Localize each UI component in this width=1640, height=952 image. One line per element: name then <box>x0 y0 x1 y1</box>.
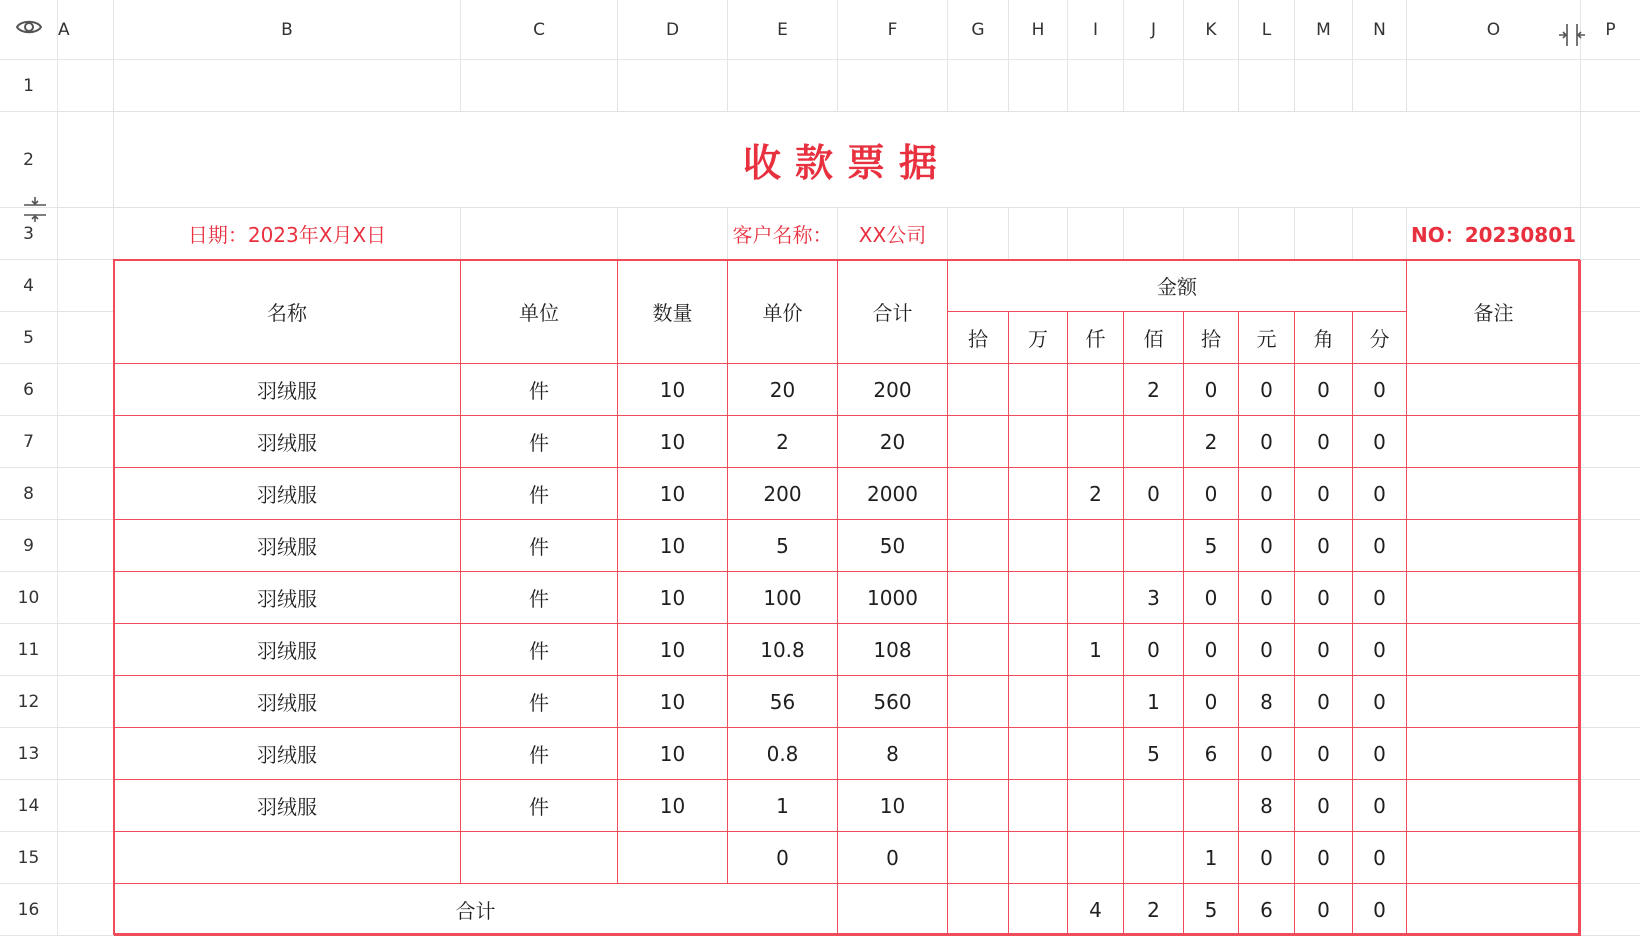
item-digit[interactable] <box>948 520 1009 572</box>
item-unit[interactable]: 件 <box>461 624 618 676</box>
item-quantity[interactable]: 10 <box>618 728 728 780</box>
item-remark[interactable] <box>1407 676 1581 728</box>
item-total[interactable]: 1000 <box>838 572 948 624</box>
cell-r1-c14[interactable] <box>1353 60 1407 112</box>
column-header-e[interactable]: E <box>728 0 838 60</box>
cell-r11-p[interactable] <box>1581 624 1640 676</box>
item-price[interactable]: 5 <box>728 520 838 572</box>
row-header-9[interactable]: 9 <box>0 520 58 572</box>
item-name[interactable]: 羽绒服 <box>114 416 461 468</box>
item-name[interactable]: 羽绒服 <box>114 468 461 520</box>
item-unit[interactable]: 件 <box>461 520 618 572</box>
cell-r1-c10[interactable] <box>1124 60 1184 112</box>
item-name[interactable]: 羽绒服 <box>114 572 461 624</box>
item-remark[interactable] <box>1407 728 1581 780</box>
item-name[interactable]: 羽绒服 <box>114 676 461 728</box>
row-header-8[interactable]: 8 <box>0 468 58 520</box>
item-digit[interactable] <box>1184 780 1239 832</box>
item-name[interactable]: 羽绒服 <box>114 364 461 416</box>
cell-r1-c12[interactable] <box>1239 60 1295 112</box>
cell-r7-a[interactable] <box>58 416 114 468</box>
item-digit[interactable]: 0 <box>1295 416 1353 468</box>
item-digit[interactable] <box>1124 780 1184 832</box>
header-digit-4[interactable]: 拾 <box>1184 312 1239 364</box>
item-digit[interactable]: 0 <box>1184 676 1239 728</box>
item-digit[interactable] <box>1009 676 1068 728</box>
item-digit[interactable]: 0 <box>1295 468 1353 520</box>
item-unit[interactable]: 件 <box>461 468 618 520</box>
cell-r3-11[interactable] <box>1184 208 1239 260</box>
corner-cell <box>0 0 58 60</box>
item-digit[interactable]: 0 <box>1353 572 1407 624</box>
item-digit[interactable] <box>1068 676 1124 728</box>
cell-r14-a[interactable] <box>58 780 114 832</box>
cell-r5-a[interactable] <box>58 312 114 364</box>
row-header-16[interactable]: 16 <box>0 884 58 936</box>
cell-r14-p[interactable] <box>1581 780 1640 832</box>
item-quantity[interactable]: 10 <box>618 520 728 572</box>
cell-r3-a[interactable] <box>58 208 114 260</box>
item-total[interactable]: 200 <box>838 364 948 416</box>
item-digit[interactable]: 0 <box>1295 780 1353 832</box>
item-digit[interactable]: 0 <box>1295 520 1353 572</box>
item-digit[interactable]: 1 <box>1184 832 1239 884</box>
cell-r1-c2[interactable] <box>114 60 461 112</box>
item-remark[interactable] <box>1407 364 1581 416</box>
column-header-d[interactable]: D <box>618 0 728 60</box>
sum-digit[interactable]: 0 <box>1353 884 1407 936</box>
item-digit[interactable] <box>1124 832 1184 884</box>
cell-r10-p[interactable] <box>1581 572 1640 624</box>
item-price[interactable]: 0.8 <box>728 728 838 780</box>
item-digit[interactable] <box>948 468 1009 520</box>
item-digit[interactable]: 0 <box>1295 832 1353 884</box>
item-unit[interactable]: 件 <box>461 676 618 728</box>
column-header-j[interactable]: J <box>1124 0 1184 60</box>
item-digit[interactable] <box>1124 520 1184 572</box>
header-total[interactable]: 合计 <box>838 260 948 364</box>
item-digit[interactable]: 0 <box>1239 572 1295 624</box>
cell-r5-p[interactable] <box>1581 312 1640 364</box>
header-digit-3[interactable]: 佰 <box>1124 312 1184 364</box>
item-digit[interactable]: 0 <box>1353 728 1407 780</box>
header-unit[interactable]: 单位 <box>461 260 618 364</box>
item-digit[interactable]: 0 <box>1353 364 1407 416</box>
item-unit[interactable]: 件 <box>461 572 618 624</box>
cell-r3-c[interactable] <box>461 208 618 260</box>
item-unit[interactable]: 件 <box>461 364 618 416</box>
cell-r2-a[interactable] <box>58 112 114 208</box>
header-digit-7[interactable]: 分 <box>1353 312 1407 364</box>
cell-r1-c5[interactable] <box>728 60 838 112</box>
item-digit[interactable] <box>948 728 1009 780</box>
item-total[interactable]: 10 <box>838 780 948 832</box>
cell-r1-c3[interactable] <box>461 60 618 112</box>
column-header-b[interactable]: B <box>114 0 461 60</box>
item-digit[interactable]: 0 <box>1353 624 1407 676</box>
cell-r3-12[interactable] <box>1239 208 1295 260</box>
item-digit[interactable] <box>1009 416 1068 468</box>
row-header-7[interactable]: 7 <box>0 416 58 468</box>
item-total[interactable]: 50 <box>838 520 948 572</box>
item-total[interactable]: 560 <box>838 676 948 728</box>
cell-r6-a[interactable] <box>58 364 114 416</box>
column-header-f[interactable]: F <box>838 0 948 60</box>
column-header-i[interactable]: I <box>1068 0 1124 60</box>
cell-r1-c4[interactable] <box>618 60 728 112</box>
header-digit-5[interactable]: 元 <box>1239 312 1295 364</box>
item-digit[interactable]: 0 <box>1239 832 1295 884</box>
item-total[interactable]: 108 <box>838 624 948 676</box>
item-unit[interactable]: 件 <box>461 780 618 832</box>
item-total[interactable]: 20 <box>838 416 948 468</box>
item-total[interactable]: 8 <box>838 728 948 780</box>
item-digit[interactable] <box>1068 520 1124 572</box>
cell-r9-p[interactable] <box>1581 520 1640 572</box>
cell-r15-p[interactable] <box>1581 832 1640 884</box>
cell-r1-c16[interactable] <box>1581 60 1640 112</box>
item-digit[interactable] <box>948 416 1009 468</box>
item-digit[interactable] <box>1009 780 1068 832</box>
row-header-5[interactable]: 5 <box>0 312 58 364</box>
item-digit[interactable] <box>1068 728 1124 780</box>
item-price[interactable]: 20 <box>728 364 838 416</box>
item-remark[interactable] <box>1407 468 1581 520</box>
item-digit[interactable] <box>948 676 1009 728</box>
item-digit[interactable]: 0 <box>1184 364 1239 416</box>
item-digit[interactable]: 2 <box>1068 468 1124 520</box>
item-digit[interactable]: 0 <box>1239 416 1295 468</box>
item-quantity[interactable] <box>618 832 728 884</box>
item-unit[interactable] <box>461 832 618 884</box>
sum-digit[interactable]: 6 <box>1239 884 1295 936</box>
item-remark[interactable] <box>1407 624 1581 676</box>
row-header-10[interactable]: 10 <box>0 572 58 624</box>
item-remark[interactable] <box>1407 416 1581 468</box>
header-digit-1[interactable]: 万 <box>1009 312 1068 364</box>
item-digit[interactable]: 0 <box>1239 468 1295 520</box>
cell-r1-c8[interactable] <box>1009 60 1068 112</box>
item-digit[interactable]: 1 <box>1068 624 1124 676</box>
item-quantity[interactable]: 10 <box>618 780 728 832</box>
item-digit[interactable]: 0 <box>1239 364 1295 416</box>
item-digit[interactable] <box>948 624 1009 676</box>
cell-r12-p[interactable] <box>1581 676 1640 728</box>
item-digit[interactable] <box>948 572 1009 624</box>
item-digit[interactable]: 0 <box>1353 468 1407 520</box>
item-quantity[interactable]: 10 <box>618 676 728 728</box>
item-digit[interactable]: 0 <box>1295 572 1353 624</box>
item-remark[interactable] <box>1407 780 1581 832</box>
cell-r3-9[interactable] <box>1068 208 1124 260</box>
cell-r12-a[interactable] <box>58 676 114 728</box>
column-header-a[interactable]: A <box>58 0 114 60</box>
item-digit[interactable] <box>948 364 1009 416</box>
cell-r1-c9[interactable] <box>1068 60 1124 112</box>
item-digit[interactable]: 1 <box>1124 676 1184 728</box>
sum-remark[interactable] <box>1407 884 1581 936</box>
column-header-m[interactable]: M <box>1295 0 1353 60</box>
receipt-number: NO：20230801 <box>1407 208 1581 260</box>
row-resize-icon[interactable] <box>22 196 48 226</box>
item-price[interactable]: 2 <box>728 416 838 468</box>
item-remark[interactable] <box>1407 572 1581 624</box>
header-name[interactable]: 名称 <box>114 260 461 364</box>
item-name[interactable]: 羽绒服 <box>114 780 461 832</box>
item-quantity[interactable]: 10 <box>618 624 728 676</box>
customer-label: 客户名称： <box>728 208 838 260</box>
sum-total[interactable] <box>838 884 948 936</box>
cell-r3-7[interactable] <box>948 208 1009 260</box>
row-header-11[interactable]: 11 <box>0 624 58 676</box>
item-name[interactable]: 羽绒服 <box>114 624 461 676</box>
cell-r8-p[interactable] <box>1581 468 1640 520</box>
item-digit[interactable]: 0 <box>1184 624 1239 676</box>
item-quantity[interactable]: 10 <box>618 468 728 520</box>
item-digit[interactable] <box>1068 832 1124 884</box>
item-digit[interactable]: 8 <box>1239 780 1295 832</box>
cell-r3-8[interactable] <box>1009 208 1068 260</box>
item-digit[interactable] <box>1124 416 1184 468</box>
item-quantity[interactable]: 10 <box>618 572 728 624</box>
receipt-date: 日期：2023年X月X日 <box>114 208 461 260</box>
item-total[interactable]: 0 <box>838 832 948 884</box>
sum-digit[interactable]: 5 <box>1184 884 1239 936</box>
cell-r3-10[interactable] <box>1124 208 1184 260</box>
item-digit[interactable] <box>1009 572 1068 624</box>
cell-r1-c1[interactable] <box>58 60 114 112</box>
item-name[interactable] <box>114 832 461 884</box>
item-quantity[interactable]: 10 <box>618 416 728 468</box>
cell-r16-p[interactable] <box>1581 884 1640 936</box>
item-digit[interactable]: 5 <box>1184 520 1239 572</box>
cell-r7-p[interactable] <box>1581 416 1640 468</box>
cell-r10-a[interactable] <box>58 572 114 624</box>
item-digit[interactable]: 8 <box>1239 676 1295 728</box>
item-digit[interactable] <box>1068 364 1124 416</box>
cell-r4-a[interactable] <box>58 260 114 312</box>
cell-r13-a[interactable] <box>58 728 114 780</box>
cell-r15-a[interactable] <box>58 832 114 884</box>
item-price[interactable]: 0 <box>728 832 838 884</box>
item-digit[interactable]: 5 <box>1124 728 1184 780</box>
item-price[interactable]: 10.8 <box>728 624 838 676</box>
item-digit[interactable]: 0 <box>1353 416 1407 468</box>
item-digit[interactable] <box>1009 832 1068 884</box>
header-unit-price[interactable]: 单价 <box>728 260 838 364</box>
item-price[interactable]: 1 <box>728 780 838 832</box>
item-name[interactable]: 羽绒服 <box>114 728 461 780</box>
item-price[interactable]: 100 <box>728 572 838 624</box>
item-digit[interactable] <box>1009 520 1068 572</box>
sum-digit[interactable]: 0 <box>1295 884 1353 936</box>
item-digit[interactable]: 0 <box>1295 676 1353 728</box>
item-digit[interactable] <box>948 780 1009 832</box>
cell-r6-p[interactable] <box>1581 364 1640 416</box>
row-header-12[interactable]: 12 <box>0 676 58 728</box>
item-digit[interactable]: 0 <box>1353 520 1407 572</box>
item-price[interactable]: 56 <box>728 676 838 728</box>
column-header-g[interactable]: G <box>948 0 1009 60</box>
item-digit[interactable] <box>1068 572 1124 624</box>
header-quantity[interactable]: 数量 <box>618 260 728 364</box>
cell-r3-13[interactable] <box>1295 208 1353 260</box>
item-unit[interactable]: 件 <box>461 416 618 468</box>
row-header-13[interactable]: 13 <box>0 728 58 780</box>
sum-label[interactable]: 合计 <box>114 884 838 936</box>
item-digit[interactable]: 0 <box>1184 468 1239 520</box>
row-header-4[interactable]: 4 <box>0 260 58 312</box>
header-amount[interactable]: 金额 <box>948 260 1407 312</box>
item-digit[interactable]: 0 <box>1124 624 1184 676</box>
column-header-n[interactable]: N <box>1353 0 1407 60</box>
sum-digit[interactable] <box>948 884 1009 936</box>
item-digit[interactable]: 2 <box>1124 364 1184 416</box>
cell-r3-p[interactable] <box>1581 208 1640 260</box>
column-header-h[interactable]: H <box>1009 0 1068 60</box>
item-digit[interactable]: 0 <box>1124 468 1184 520</box>
row-header-15[interactable]: 15 <box>0 832 58 884</box>
cell-r8-a[interactable] <box>58 468 114 520</box>
customer-value: XX公司 <box>838 208 948 260</box>
cell-r1-c7[interactable] <box>948 60 1009 112</box>
item-digit[interactable]: 0 <box>1239 624 1295 676</box>
header-digit-2[interactable]: 仟 <box>1068 312 1124 364</box>
column-header-c[interactable]: C <box>461 0 618 60</box>
sum-digit[interactable] <box>1009 884 1068 936</box>
item-price[interactable]: 200 <box>728 468 838 520</box>
item-digit[interactable]: 3 <box>1124 572 1184 624</box>
cell-r1-c13[interactable] <box>1295 60 1353 112</box>
row-header-14[interactable]: 14 <box>0 780 58 832</box>
item-quantity[interactable]: 10 <box>618 364 728 416</box>
item-digit[interactable] <box>1009 624 1068 676</box>
row-header-6[interactable]: 6 <box>0 364 58 416</box>
cell-r1-c15[interactable] <box>1407 60 1581 112</box>
sum-digit[interactable]: 4 <box>1068 884 1124 936</box>
cell-r13-p[interactable] <box>1581 728 1640 780</box>
item-digit[interactable] <box>1068 780 1124 832</box>
item-digit[interactable]: 0 <box>1184 572 1239 624</box>
item-digit[interactable]: 2 <box>1184 416 1239 468</box>
cell-r16-a[interactable] <box>58 884 114 936</box>
item-digit[interactable]: 0 <box>1239 520 1295 572</box>
item-digit[interactable]: 0 <box>1295 364 1353 416</box>
cell-r2-p[interactable] <box>1581 112 1640 208</box>
column-resize-icon[interactable] <box>1558 22 1586 52</box>
item-digit[interactable] <box>1009 468 1068 520</box>
cell-r3-14[interactable] <box>1353 208 1407 260</box>
cell-r3-d[interactable] <box>618 208 728 260</box>
row-header-2[interactable]: 2 <box>0 112 58 208</box>
item-total[interactable]: 2000 <box>838 468 948 520</box>
item-name[interactable]: 羽绒服 <box>114 520 461 572</box>
item-digit[interactable]: 6 <box>1184 728 1239 780</box>
item-digit[interactable]: 0 <box>1295 624 1353 676</box>
receipt-title: 收款票据 <box>114 112 1581 208</box>
column-header-o[interactable]: O <box>1407 0 1581 60</box>
sum-digit[interactable]: 2 <box>1124 884 1184 936</box>
item-digit[interactable] <box>1009 364 1068 416</box>
item-digit[interactable]: 0 <box>1353 780 1407 832</box>
item-digit[interactable] <box>1068 416 1124 468</box>
item-unit[interactable]: 件 <box>461 728 618 780</box>
item-remark[interactable] <box>1407 832 1581 884</box>
item-digit[interactable]: 0 <box>1353 832 1407 884</box>
item-digit[interactable]: 0 <box>1353 676 1407 728</box>
item-digit[interactable] <box>1009 728 1068 780</box>
cell-r9-a[interactable] <box>58 520 114 572</box>
cell-r11-a[interactable] <box>58 624 114 676</box>
header-digit-0[interactable]: 拾 <box>948 312 1009 364</box>
item-digit[interactable]: 0 <box>1295 728 1353 780</box>
item-digit[interactable]: 0 <box>1239 728 1295 780</box>
row-header-1[interactable]: 1 <box>0 60 58 112</box>
eye-icon[interactable] <box>16 18 42 41</box>
item-digit[interactable] <box>948 832 1009 884</box>
row-header-3[interactable]: 3 <box>0 208 58 260</box>
cell-r4-p[interactable] <box>1581 260 1640 312</box>
header-digit-6[interactable]: 角 <box>1295 312 1353 364</box>
item-remark[interactable] <box>1407 520 1581 572</box>
cell-r1-c11[interactable] <box>1184 60 1239 112</box>
header-remark[interactable]: 备注 <box>1407 260 1581 364</box>
cell-r1-c6[interactable] <box>838 60 948 112</box>
column-header-p[interactable]: P <box>1581 0 1640 60</box>
column-header-l[interactable]: L <box>1239 0 1295 60</box>
column-header-k[interactable]: K <box>1184 0 1239 60</box>
